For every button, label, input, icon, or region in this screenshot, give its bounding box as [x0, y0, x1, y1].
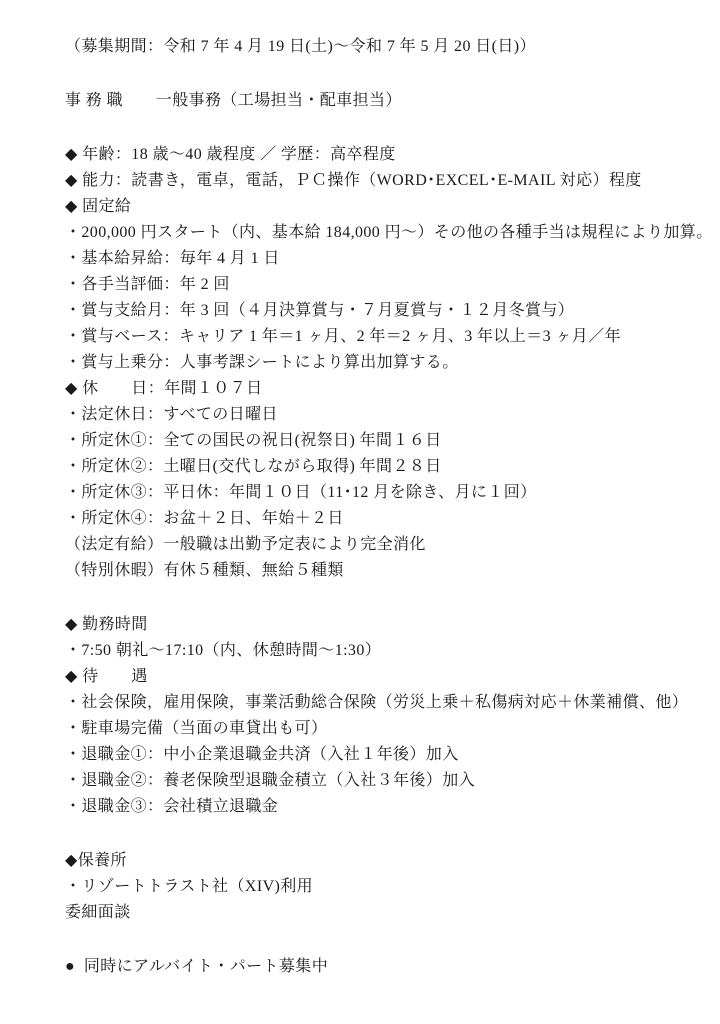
- paid-leave-line: （法定有給）一般職は出勤予定表により完全消化: [65, 536, 426, 553]
- special-leave-line: （特別休暇）有休５種類、無給５種類: [65, 562, 344, 579]
- bonus-extra-line: ・賞与上乗分：人事考課シートにより算出加算する。: [65, 354, 459, 371]
- base-raise-line: ・基本給昇給：毎年 4 月 1 日: [65, 250, 280, 267]
- resort-heading-line: ◆保養所: [65, 852, 127, 869]
- details-interview-line: 委細面談: [65, 904, 131, 921]
- recruitment-period-line: （募集期間：令和 7 年 4 月 19 日(土)～令和 7 年 5 月 20 日(日)）: [65, 38, 536, 55]
- parking-line: ・駐車場完備（当面の車貸出も可）: [65, 720, 328, 737]
- job-title-line: 事 務 職 一般事務（工場担当・配車担当）: [65, 92, 402, 109]
- bonus-base-line: ・賞与ベース：キャリア 1 年＝1 ヶ月、2 年＝2 ヶ月、3 年以上＝3 ヶ月／年: [65, 328, 622, 345]
- allowance-review-line: ・各手当評価：年 2 回: [65, 276, 230, 293]
- legal-holiday-line: ・法定休日：すべての日曜日: [65, 406, 278, 423]
- retirement-3-line: ・退職金③：会社積立退職金: [65, 798, 279, 815]
- retirement-1-line: ・退職金①：中小企業退職金共済（入社１年後）加入: [65, 746, 459, 763]
- skills-line: ◆ 能力：読書き，電卓，電話，ＰＣ操作（WORD･EXCEL･E-MAIL 対応）程度: [65, 172, 642, 189]
- starting-salary-line: ・200,000 円スタート（内、基本給 184,000 円～）その他の各種手当は規程により加算。: [65, 224, 713, 241]
- working-hours-heading-line: ◆ 勤務時間: [65, 616, 148, 633]
- fixed-salary-heading-line: ◆ 固定給: [65, 198, 132, 215]
- scheduled-holiday-3-line: ・所定休③：平日休：年間１０日（11･12 月を除き、月に１回）: [65, 484, 537, 501]
- working-hours-line: ・7:50 朝礼～17:10（内、休憩時間～1:30）: [65, 642, 382, 659]
- scheduled-holiday-4-line: ・所定休④：お盆＋２日、年始＋２日: [65, 510, 344, 527]
- benefits-heading-line: ◆ 待 遇: [65, 668, 148, 685]
- insurance-line: ・社会保険，雇用保険，事業活動総合保険（労災上乗＋私傷病対応＋休業補償、他）: [65, 694, 689, 711]
- bonus-months-line: ・賞与支給月：年 3 回（４月決算賞与・７月夏賞与・１２月冬賞与）: [65, 302, 575, 319]
- age-education-line: ◆ 年齢：18 歳～40 歳程度 ／ 学歴：高卒程度: [65, 146, 396, 163]
- retirement-2-line: ・退職金②：養老保険型退職金積立（入社３年後）加入: [65, 772, 476, 789]
- scheduled-holiday-1-line: ・所定休①：全ての国民の祝日(祝祭日) 年間１６日: [65, 432, 442, 449]
- resort-trust-line: ・リゾートトラスト社（XIV)利用: [65, 878, 314, 895]
- holidays-heading-line: ◆ 休 日：年間１０７日: [65, 380, 263, 397]
- scheduled-holiday-2-line: ・所定休②：土曜日(交代しながら取得) 年間２８日: [65, 458, 442, 475]
- part-time-recruiting-line: ● 同時にアルバイト・パート募集中: [65, 958, 329, 975]
